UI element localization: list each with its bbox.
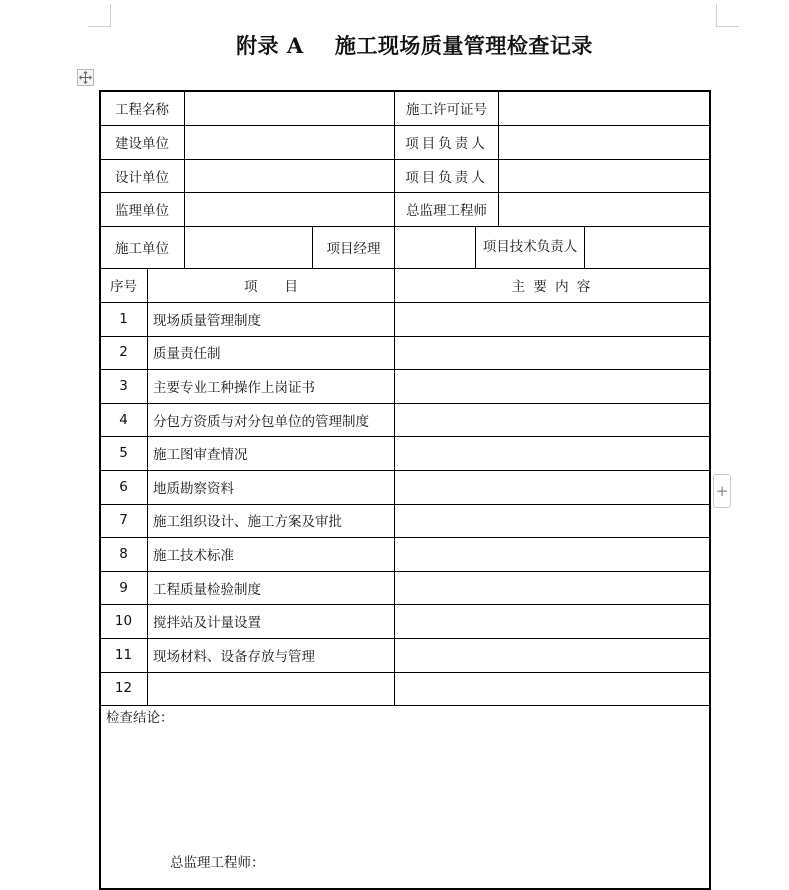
label-permit-number: 施工许可证号 bbox=[406, 102, 487, 118]
field-technical-leader[interactable] bbox=[585, 226, 709, 268]
table-rule bbox=[100, 268, 710, 269]
item-number: 3 bbox=[119, 377, 128, 394]
field-project-leader-1[interactable] bbox=[499, 125, 709, 159]
table-rule bbox=[100, 336, 710, 337]
table-rule bbox=[184, 91, 185, 226]
item-number: 1 bbox=[119, 310, 128, 327]
label-project-leader-1: 项目负责人 bbox=[405, 136, 488, 152]
item-content-field[interactable] bbox=[395, 436, 709, 470]
table-rule bbox=[100, 638, 710, 639]
table-rule bbox=[100, 604, 710, 605]
plus-icon: + bbox=[715, 482, 729, 500]
field-supervision-unit[interactable] bbox=[185, 192, 395, 226]
table-rule bbox=[184, 226, 185, 268]
table-rule bbox=[100, 302, 710, 303]
item-name: 质量责任制 bbox=[153, 346, 221, 363]
item-content-field[interactable] bbox=[395, 672, 709, 706]
document-title: 附录 A 施工现场质量管理检查记录 bbox=[236, 33, 593, 58]
item-content-field[interactable] bbox=[395, 638, 709, 672]
field-project-name[interactable] bbox=[185, 91, 395, 125]
item-name: 现场材料、设备存放与管理 bbox=[153, 648, 315, 665]
item-number: 11 bbox=[114, 646, 133, 663]
label-project-name: 工程名称 bbox=[115, 102, 169, 118]
table-rule bbox=[394, 268, 395, 705]
conclusion-label: 检查结论： bbox=[106, 710, 174, 726]
column-header-content: 主 要 内 容 bbox=[511, 279, 593, 295]
item-number: 9 bbox=[119, 579, 128, 596]
item-name: 分包方资质与对分包单位的管理制度 bbox=[153, 413, 369, 430]
item-name: 现场质量管理制度 bbox=[153, 312, 261, 329]
label-design-unit: 设计单位 bbox=[115, 169, 169, 186]
table-rule bbox=[100, 705, 710, 706]
item-name: 主要专业工种操作上岗证书 bbox=[153, 379, 315, 396]
field-project-manager[interactable] bbox=[395, 226, 475, 268]
item-content-field[interactable] bbox=[395, 336, 709, 370]
table-rule bbox=[100, 436, 710, 437]
label-technical-leader bbox=[476, 226, 584, 268]
item-content-field[interactable] bbox=[395, 604, 709, 638]
table-rule bbox=[100, 537, 710, 538]
label-project-manager: 项目经理 bbox=[326, 241, 381, 257]
technical-leader-text: 项目技术负责人 bbox=[482, 239, 578, 255]
table-rule bbox=[100, 672, 710, 673]
chief-engineer-label: 总监理工程师： bbox=[170, 855, 265, 871]
table-rule bbox=[100, 192, 710, 193]
item-name: 搅拌站及计量设置 bbox=[153, 615, 261, 632]
move-icon bbox=[79, 71, 92, 84]
table-rule bbox=[100, 403, 710, 404]
table-rule bbox=[100, 369, 710, 370]
item-content-field[interactable] bbox=[395, 302, 709, 336]
table-rule bbox=[100, 470, 710, 471]
item-content-field[interactable] bbox=[395, 571, 709, 605]
item-content-field[interactable] bbox=[395, 504, 709, 538]
item-name: 地质勘察资料 bbox=[153, 480, 234, 497]
field-design-unit[interactable] bbox=[185, 159, 395, 192]
table-rule bbox=[100, 125, 710, 126]
column-header-no: 序号 bbox=[110, 279, 137, 295]
item-number: 7 bbox=[119, 512, 128, 529]
table-rule bbox=[100, 226, 710, 227]
item-name bbox=[148, 672, 394, 706]
item-content-field[interactable] bbox=[395, 403, 709, 437]
table-rule bbox=[147, 268, 148, 705]
field-construction-unit[interactable] bbox=[185, 226, 312, 268]
table-rule bbox=[394, 226, 395, 268]
field-permit-number[interactable] bbox=[499, 91, 709, 125]
table-rule bbox=[312, 226, 313, 268]
crop-mark-top-left bbox=[88, 4, 111, 27]
table-rule bbox=[498, 91, 499, 226]
item-content-field[interactable] bbox=[395, 470, 709, 504]
field-project-leader-2[interactable] bbox=[499, 159, 709, 192]
crop-mark-top-right bbox=[716, 4, 739, 27]
table-move-handle[interactable] bbox=[77, 69, 94, 86]
item-number: 4 bbox=[119, 411, 128, 428]
label-construction-unit: 施工单位 bbox=[115, 241, 169, 257]
field-owner-unit[interactable] bbox=[185, 125, 395, 159]
table-rule bbox=[100, 159, 710, 160]
field-chief-supervisor[interactable] bbox=[499, 192, 709, 226]
table-rule bbox=[475, 226, 476, 268]
table-rule bbox=[394, 91, 395, 226]
item-name: 工程质量检验制度 bbox=[153, 581, 261, 598]
item-number: 2 bbox=[119, 344, 128, 361]
item-content-field[interactable] bbox=[395, 369, 709, 403]
column-header-item: 项 目 bbox=[244, 279, 298, 295]
item-content-field[interactable] bbox=[395, 537, 709, 571]
label-chief-supervisor: 总监理工程师 bbox=[406, 203, 487, 219]
table-rule bbox=[584, 226, 585, 268]
signature-line-cut bbox=[160, 870, 620, 878]
item-number: 10 bbox=[114, 613, 133, 630]
label-owner-unit: 建设单位 bbox=[115, 136, 169, 152]
item-name: 施工图审查情况 bbox=[153, 447, 248, 464]
item-number: 6 bbox=[119, 478, 128, 495]
item-name: 施工组织设计、施工方案及审批 bbox=[153, 514, 342, 531]
add-column-button[interactable] bbox=[713, 474, 731, 508]
label-supervision-unit: 监理单位 bbox=[115, 203, 169, 219]
item-name: 施工技术标准 bbox=[153, 547, 234, 564]
item-number: 8 bbox=[119, 545, 128, 562]
item-number: 12 bbox=[114, 680, 133, 697]
item-number: 5 bbox=[119, 445, 128, 462]
label-project-leader-2: 项目负责人 bbox=[405, 169, 488, 186]
table-rule bbox=[100, 571, 710, 572]
table-rule bbox=[100, 504, 710, 505]
